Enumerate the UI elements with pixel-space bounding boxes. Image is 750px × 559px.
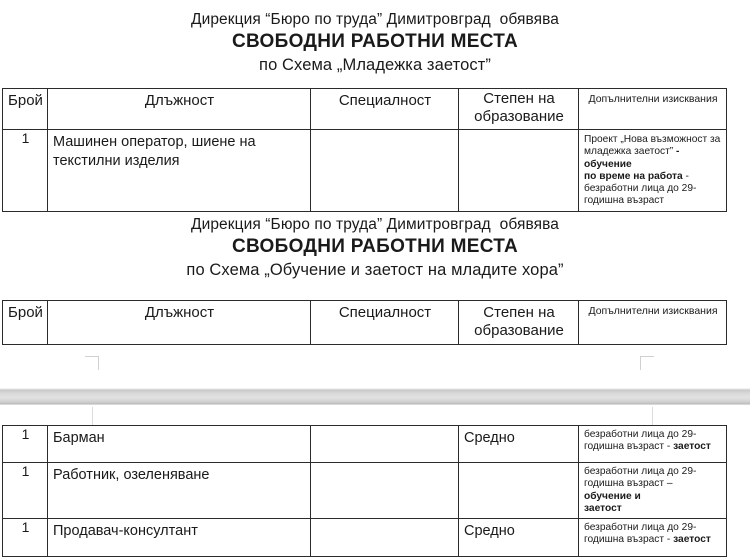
section-2-table-body bbox=[2, 425, 727, 557]
cell-dlzhnost-line2: текстилни изделия bbox=[53, 153, 180, 169]
section-2-table-header bbox=[2, 300, 727, 345]
dop-line1: безработни лица до 29- bbox=[584, 429, 697, 440]
section-2-table-body-wrap bbox=[2, 425, 727, 557]
dop-line1: Проект „Нова възможност за bbox=[584, 134, 721, 145]
section-2-heading bbox=[0, 215, 750, 281]
col-header-spetsialnost: Специалност bbox=[311, 301, 459, 345]
cell-broy: 1 bbox=[3, 426, 48, 463]
cell-broy: 1 bbox=[3, 463, 48, 519]
col-header-stepen-obrazovanie bbox=[459, 89, 579, 130]
page-margin-corner-top-left bbox=[640, 356, 654, 370]
table-row bbox=[3, 519, 727, 557]
col-header-broy: Брой bbox=[3, 89, 48, 130]
dop-line2-normal: годишна възраст - bbox=[584, 441, 674, 453]
section-1-table bbox=[2, 88, 727, 212]
col-header-stepen-line1: Степен на bbox=[483, 90, 555, 107]
col-header-dopalnitelni-iziskvania: Допълнителни изисквания bbox=[579, 301, 727, 345]
page-margin-guide-left bbox=[92, 407, 93, 427]
col-header-stepen-obrazovanie bbox=[459, 301, 579, 345]
dop-line2-bold: - обучение bbox=[584, 146, 680, 170]
dop-line2-normal: годишна възраст - bbox=[584, 534, 674, 546]
cell-stepen: Средно bbox=[459, 519, 579, 557]
table-row bbox=[3, 426, 727, 463]
page-margin-corner-top-right bbox=[85, 356, 99, 370]
cell-broy: 1 bbox=[3, 130, 48, 212]
cell-spetsialnost bbox=[311, 463, 459, 519]
col-header-dopalnitelni-iziskvania: Допълнителни изисквания bbox=[579, 89, 727, 130]
section-1-heading-line1: Дирекция “Бюро по труда” Димитровград обявява bbox=[190, 11, 560, 28]
dop-line4: безработни лица до 29- bbox=[584, 183, 697, 195]
section-2-heading-line2: СВОБОДНИ РАБОТНИ МЕСТА bbox=[231, 236, 519, 257]
dop-line3-normal: - bbox=[682, 170, 689, 182]
dop-line2-bold: обучение и bbox=[584, 490, 641, 502]
col-header-dlzhnost: Длъжност bbox=[48, 89, 311, 130]
section-2-heading-line3: по Схема „Обучение и заетост на младите хора” bbox=[186, 261, 564, 279]
section-2-heading-line1: Дирекция “Бюро по труда” Димитровград обявява bbox=[190, 216, 560, 233]
col-header-stepen-line2: образование bbox=[474, 322, 564, 339]
dop-line2-bold: заетост bbox=[673, 534, 711, 546]
cell-broy: 1 bbox=[3, 519, 48, 557]
col-header-stepen-line2: образование bbox=[474, 108, 564, 125]
col-header-dlzhnost: Длъжност bbox=[48, 301, 311, 345]
col-header-broy: Брой bbox=[3, 301, 48, 345]
cell-dlzhnost: Барман bbox=[48, 426, 311, 463]
section-2-table-header-wrap bbox=[2, 300, 727, 345]
cell-dopalnitelni bbox=[579, 426, 727, 463]
cell-spetsialnost bbox=[311, 426, 459, 463]
dop-line2-normal: годишна възраст – bbox=[584, 478, 673, 490]
cell-dlzhnost: Продавач-консултант bbox=[48, 519, 311, 557]
dop-line1: безработни лица до 29- bbox=[584, 466, 697, 477]
dop-line1: безработни лица до 29- bbox=[584, 522, 697, 534]
cell-dopalnitelni bbox=[579, 463, 727, 519]
cell-dopalnitelni bbox=[579, 130, 727, 212]
table-header-row bbox=[3, 301, 727, 345]
page-margin-guide-right bbox=[652, 407, 653, 427]
cell-dopalnitelni bbox=[579, 519, 727, 557]
section-1-heading-line2: СВОБОДНИ РАБОТНИ МЕСТА bbox=[231, 31, 519, 52]
col-header-stepen-line1: Степен на bbox=[483, 304, 555, 321]
cell-dlzhnost bbox=[48, 130, 311, 212]
section-1-heading bbox=[0, 10, 750, 76]
cell-spetsialnost bbox=[311, 130, 459, 212]
dop-line2-normal: младежка заетост” bbox=[584, 146, 674, 158]
cell-stepen: Средно bbox=[459, 426, 579, 463]
cell-stepen bbox=[459, 130, 579, 212]
table-header-row bbox=[3, 89, 727, 130]
cell-dlzhnost: Работник, озеленяване bbox=[48, 463, 311, 519]
cell-dlzhnost-line1: Машинен оператор, шиене на bbox=[53, 134, 256, 150]
page-break-band bbox=[0, 388, 750, 405]
table-row bbox=[3, 130, 727, 212]
cell-spetsialnost bbox=[311, 519, 459, 557]
dop-line2-bold: заетост bbox=[673, 441, 711, 453]
table-row bbox=[3, 463, 727, 519]
col-header-spetsialnost: Специалност bbox=[311, 89, 459, 130]
section-1-heading-line3: по Схема „Младежка заетост” bbox=[259, 56, 491, 74]
section-1-table-wrap bbox=[2, 88, 727, 212]
dop-line3-bold: по време на работа bbox=[584, 170, 683, 182]
dop-line5: годишна възраст bbox=[584, 195, 665, 207]
dop-line3-bold: заетост bbox=[584, 502, 622, 514]
cell-stepen bbox=[459, 463, 579, 519]
